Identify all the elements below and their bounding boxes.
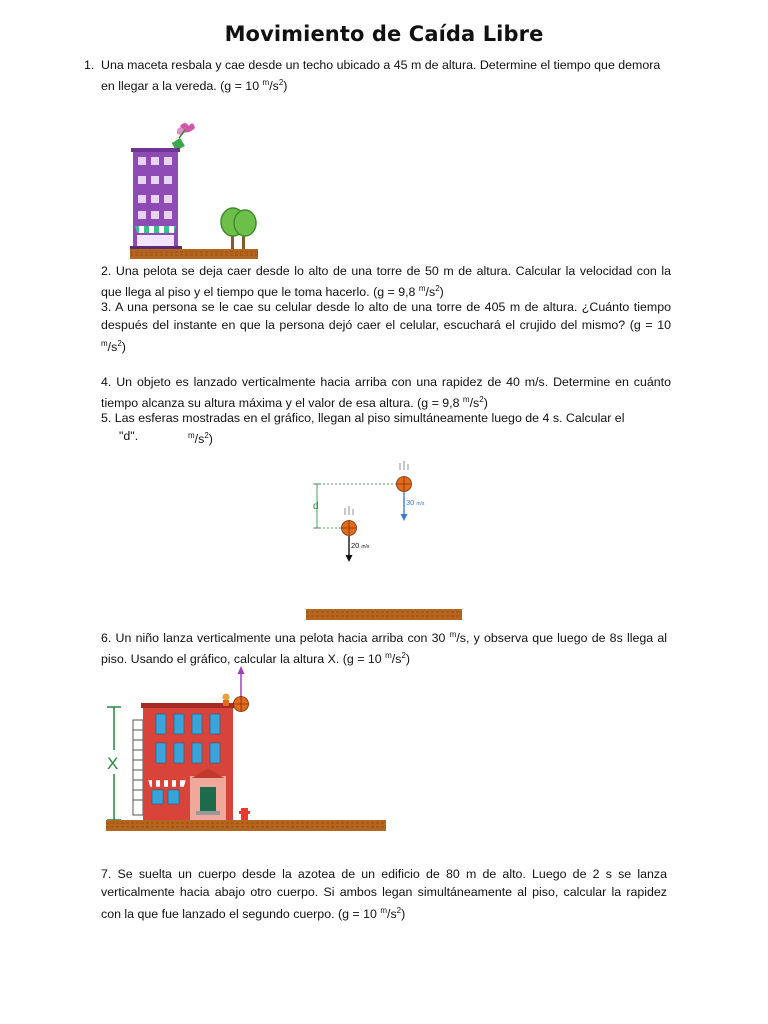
unit-denominator: /s: [425, 285, 436, 300]
problem-7-text: [101, 865, 667, 923]
problem-1-body: Una maceta resbala y cae desde un techo ubicado a 45 m de altura. Determine el tiempo que demora en llegar a la vereda. (g = 10: [101, 58, 661, 94]
unit-exponent: 2: [435, 284, 440, 294]
unit-exponent: 2: [479, 395, 484, 405]
arrowhead-icon: [401, 514, 408, 521]
paren-close: ): [439, 285, 444, 300]
arrowhead-icon: [238, 666, 245, 674]
problem-6-body: 6. Un niño lanza verticalmente una pelota hacia arriba con 30: [101, 631, 450, 645]
paren-close: ): [283, 79, 288, 94]
paren-close: ): [208, 432, 213, 446]
basketball-bottom-icon: [342, 521, 357, 536]
purple-building-icon: [130, 148, 182, 249]
problem-5-line-2: "d".: [119, 429, 139, 443]
x-label: X: [107, 754, 119, 773]
unit-numerator: m: [418, 284, 426, 294]
falling-pot-figure: [125, 118, 265, 263]
unit-denominator: /s: [194, 432, 205, 446]
velocity-bottom-label: 20 m/s: [351, 541, 370, 550]
problem-1-text: [101, 56, 675, 96]
child-icon: [223, 694, 230, 707]
paren-close: ): [483, 396, 488, 411]
problem-5-text: [101, 409, 671, 427]
unit-exponent: 2: [204, 431, 209, 440]
problem-4-text: [101, 373, 671, 413]
unit-denominator: /s: [469, 396, 480, 411]
ground-strip: [130, 249, 258, 259]
unit-denominator: /s: [269, 79, 279, 94]
problem-5-body: 5. Las esferas mostradas en el gráfico, llegan al piso simultáneamente luego de 4 s. Calcular el: [101, 411, 625, 425]
velocity-top-label: 30 m/s: [406, 498, 425, 507]
distance-d-bracket: [313, 484, 400, 528]
flower-pot-icon: [172, 123, 195, 151]
fire-hydrant-icon: [239, 808, 250, 820]
problem-6-body-continued: /s, y observa que luego de 8s llega al piso. Usando el gráfico, calcular la altura X. (g = 10: [101, 631, 667, 667]
red-brick-building-icon: [141, 703, 235, 820]
unit-numerator: m: [449, 630, 457, 639]
problem-3-body: 3. A una persona se le cae su celular desde lo alto de una torre de 405 m de altura. ¿Cuánto tiempo después del instante en que la persona dejó caer el celular, escuchará el crujido del mismo? (g = 10: [101, 300, 671, 333]
paren-close: ): [401, 906, 406, 921]
ground-strip: [106, 820, 386, 831]
two-balls-figure: [300, 458, 470, 628]
tree-icon: [221, 208, 256, 250]
basketball-icon: [234, 697, 249, 712]
problem-4-body: 4. Un objeto es lanzado verticalmente hacia arriba con una rapidez de 40 m/s. Determine en cuánto tiempo alcanza su altura máxima y el valor de esa altura. (g = 9,8: [101, 375, 671, 411]
d-label: d: [313, 501, 319, 512]
arrowhead-icon: [346, 555, 353, 562]
page-title: Movimiento de Caída Libre: [224, 22, 544, 46]
red-building-figure: [100, 660, 390, 835]
unit-exponent: 2: [401, 651, 406, 661]
problem-5-unit: [188, 427, 213, 448]
basketball-top-icon: [397, 477, 412, 492]
problem-1-number: 1.: [84, 58, 95, 72]
unit-exponent: 2: [396, 905, 402, 915]
paren-close: ): [121, 339, 126, 354]
paren-close: ): [405, 652, 411, 667]
unit-numerator: m: [385, 651, 392, 661]
unit-denominator: /s: [107, 339, 118, 354]
unit-numerator: m: [101, 338, 108, 348]
unit-numerator: m: [462, 395, 470, 405]
problem-7-body: 7. Se suelta un cuerpo desde la azotea de un edificio de 80 m de alto. Luego de 2 s se lanza verticalmente hacia abajo otro cuerpo. Si ambos legan simultáneamente al piso, calcular la rapidez con la que fue lanzado el segundo cuerpo. (g = 10: [101, 867, 667, 921]
problem-3-text: [101, 298, 671, 356]
unit-denominator: /s: [391, 652, 402, 667]
unit-denominator: /s: [387, 906, 397, 921]
unit-exponent: 2: [117, 338, 122, 348]
fire-escape-icon: [133, 720, 143, 815]
unit-numerator: m: [262, 78, 270, 88]
ground-strip: [306, 609, 462, 620]
problem-2-body: 2. Una pelota se deja caer desde lo alto de una torre de 50 m de altura. Calcular la velocidad con la que llega al piso y el tiempo que le toma hacerlo. (g = 9,8: [101, 264, 671, 300]
unit-numerator: m: [380, 905, 388, 915]
problem-2-text: [101, 262, 671, 302]
unit-numerator: m: [188, 431, 195, 440]
unit-exponent: 2: [278, 78, 284, 88]
